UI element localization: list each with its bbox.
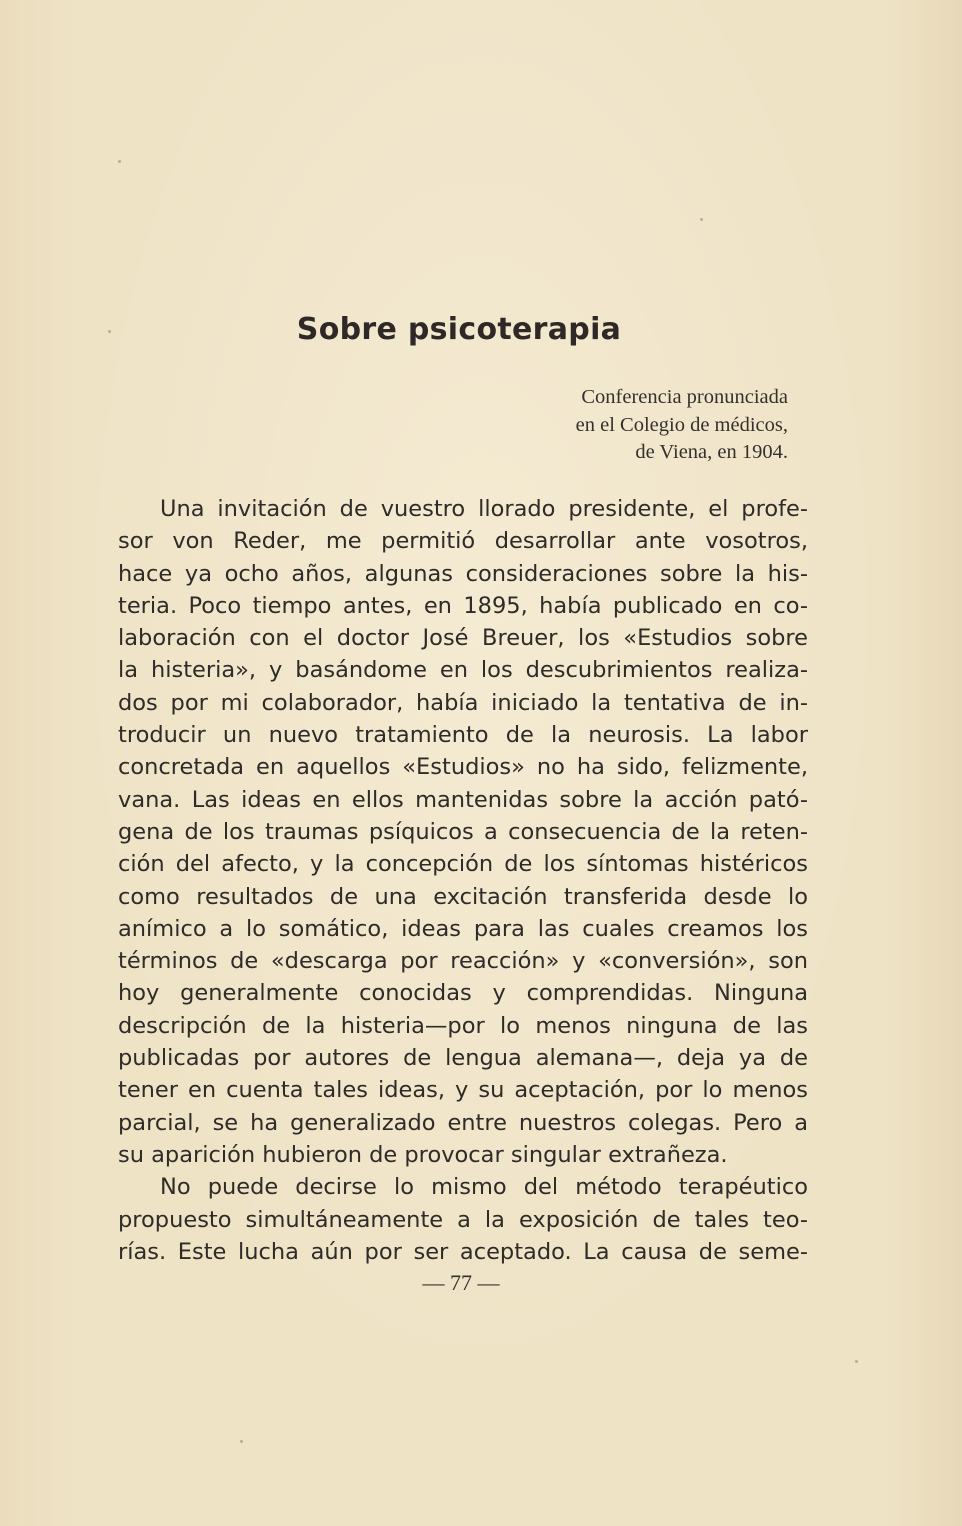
paragraph-line: como resultados de una excitación transferida desde lo (118, 883, 808, 910)
paragraph-line: publicadas por autores de lengua alemana—, deja ya de (118, 1045, 808, 1072)
lecture-note (576, 384, 788, 467)
page-number: — 77 — (422, 1270, 500, 1295)
paragraph-line: su aparición hubieron de provocar singular extrañeza. (118, 1141, 728, 1168)
lecture-note-line: de Viena, en 1904. (635, 441, 788, 463)
paragraph-line: términos de «descarga por reacción» y «conversión», son (118, 948, 808, 975)
paragraph-line: descripción de la histeria—por lo menos ninguna de las (118, 1012, 808, 1039)
paper-speck (240, 1440, 243, 1443)
paragraph-line: dos por mi colaborador, había iniciado la tentativa de in- (118, 689, 808, 716)
paper-speck (855, 1360, 858, 1363)
paragraph-line: troducir un nuevo tratamiento de la neurosis. La labor (118, 722, 808, 749)
paragraph-line: gena de los traumas psíquicos a consecuencia de la reten- (118, 818, 808, 845)
paragraph-line: tener en cuenta tales ideas, y su aceptación, por lo menos (118, 1077, 808, 1104)
paragraph-line: hace ya ocho años, algunas consideraciones sobre la his- (118, 560, 808, 587)
paragraph-line: la histeria», y basándome en los descubrimientos realiza- (118, 657, 808, 684)
paragraph-line: Una invitación de vuestro llorado presidente, el profe- (160, 496, 808, 522)
lecture-note-line: Conferencia pronunciada (581, 386, 788, 408)
lecture-note-line: en el Colegio de médicos, (575, 413, 788, 436)
paragraph-line: rías. Este lucha aún por ser aceptado. La causa de seme- (118, 1238, 808, 1265)
paragraph-line: teria. Poco tiempo antes, en 1895, había publicado en co- (118, 592, 808, 619)
paragraph-line: propuesto simultáneamente a la exposición de tales teo- (118, 1206, 808, 1233)
paragraph-line: ción del afecto, y la concepción de los síntomas histéricos (118, 851, 808, 878)
paragraph-line: hoy generalmente conocidas y comprendidas. Ninguna (118, 980, 808, 1007)
paragraph-line: sor von Reder, me permitió desarrollar ante vosotros, (118, 528, 808, 555)
page-title: Sobre psicoterapia (296, 312, 622, 347)
paragraph-line: parcial, se ha generalizado entre nuestros colegas. Pero a (118, 1109, 808, 1136)
paragraph-line: vana. Las ideas en ellos mantenidas sobre la acción pató- (118, 786, 808, 813)
paper-speck (108, 330, 111, 333)
body-text (118, 493, 808, 1268)
paragraph-line: laboración con el doctor José Breuer, los «Estudios sobre (118, 625, 808, 652)
paragraph-line: anímico a lo somático, ideas para las cuales creamos los (118, 915, 808, 942)
paragraph-line: concretada en aquellos «Estudios» no ha sido, felizmente, (118, 754, 808, 781)
paper-speck (118, 160, 121, 163)
paragraph-line: No puede decirse lo mismo del método terapéutico (160, 1174, 808, 1201)
paper-speck (700, 218, 703, 221)
